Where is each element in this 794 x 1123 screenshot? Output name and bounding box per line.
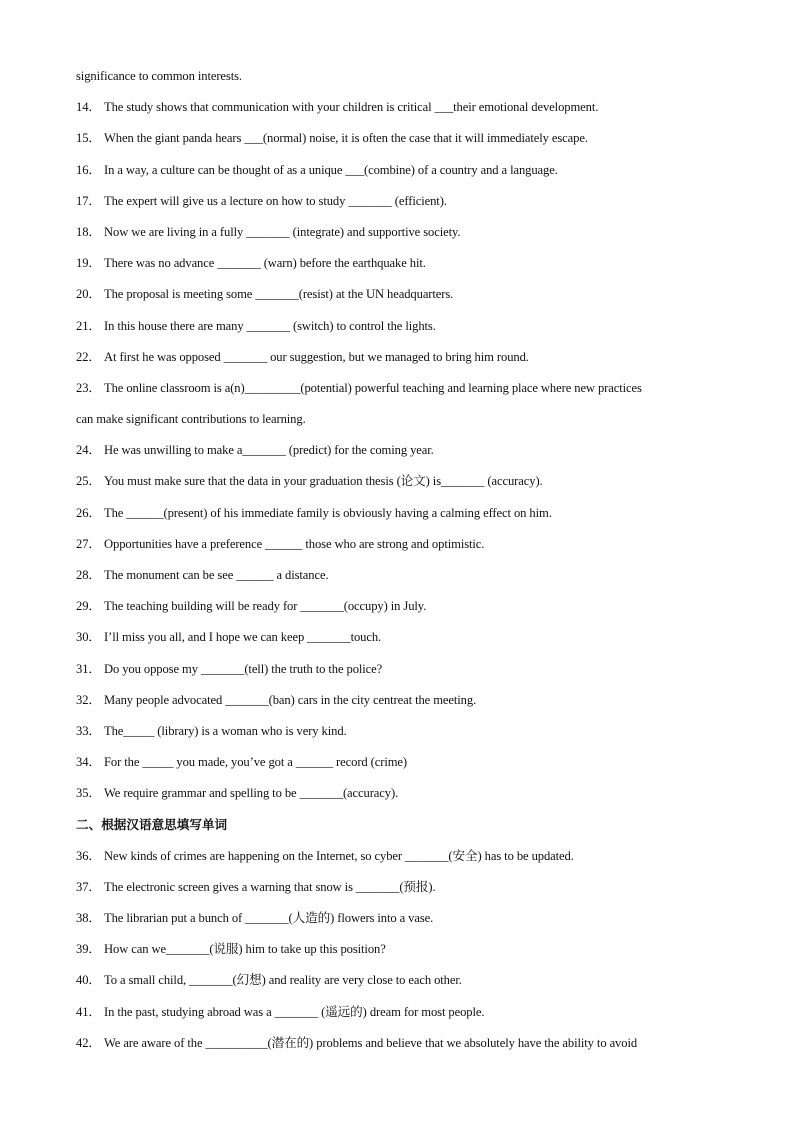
question-37: 37． The electronic screen gives a warning that snow is _______(预报). xyxy=(76,879,436,894)
question-34: 34． For the _____ you made, you’ve got a ______ record (crime) xyxy=(76,755,408,770)
question-39: 39． How can we_______(说服) him to take up this position? xyxy=(76,942,386,957)
question-24: 24． He was unwilling to make a_______ (predict) for the coming year. xyxy=(76,443,434,458)
question-41: 41． In the past, studying abroad was a _______ (遥远的) dream for most people. xyxy=(76,1004,485,1019)
question-26: 26． The ______(present) of his immediate family is obviously having a calming effect on him. xyxy=(76,505,552,520)
continuation-line: significance to common interests. xyxy=(76,69,242,83)
question-22: 22． At first he was opposed _______ our suggestion, but we managed to bring him round. xyxy=(76,349,529,364)
question-19: 19． There was no advance _______ (warn) before the earthquake hit. xyxy=(76,256,426,271)
question-38: 38． The librarian put a bunch of _______(人造的) flowers into a vase. xyxy=(76,911,434,926)
question-23: 23． The online classroom is a(n)_________(potential) powerful teaching and learning place where new practices xyxy=(76,380,642,395)
question-25: 25． You must make sure that the data in your graduation thesis (论文) is_______ (accuracy). xyxy=(76,474,543,489)
question-32: 32． Many people advocated _______(ban) cars in the city centreat the meeting. xyxy=(76,692,477,707)
question-20: 20． The proposal is meeting some _______(resist) at the UN headquarters. xyxy=(76,287,454,302)
question-list xyxy=(76,63,716,1061)
question-31: 31． Do you oppose my _______(tell) the truth to the police? xyxy=(76,661,383,676)
question-42: 42． We are aware of the __________(潜在的) problems and believe that we absolutely have the ability to avoid xyxy=(76,1035,638,1050)
question-40: 40． To a small child, _______(幻想) and reality are very close to each other. xyxy=(76,973,462,988)
question-29: 29． The teaching building will be ready for _______(occupy) in July. xyxy=(76,599,427,614)
question-21: 21． In this house there are many _______ (switch) to control the lights. xyxy=(76,318,436,333)
question-14: 14． The study shows that communication with your children is critical ___their emotional development. xyxy=(76,100,599,115)
section-heading: 二、根据汉语意思填写单词 xyxy=(76,816,228,832)
question-27: 27． Opportunities have a preference ______ those who are strong and optimistic. xyxy=(76,536,485,551)
question-30: 30． I’ll miss you all, and I hope we can keep _______touch. xyxy=(76,630,382,645)
question-15: 15． When the giant panda hears ___(normal) noise, it is often the case that it will immediately escape. xyxy=(76,131,588,146)
question-17: 17． The expert will give us a lecture on how to study _______ (efficient). xyxy=(76,193,447,208)
question-35: 35． We require grammar and spelling to be _______(accuracy). xyxy=(76,786,399,801)
question-28: 28． The monument can be see ______ a distance. xyxy=(76,568,329,582)
question-36: 36． New kinds of crimes are happening on the Internet, so cyber _______(安全) has to be updated. xyxy=(76,848,574,863)
question-33: 33． The_____ (library) is a woman who is very kind. xyxy=(76,723,347,738)
question-18: 18． Now we are living in a fully _______ (integrate) and supportive society. xyxy=(76,224,461,239)
question-23-continuation: can make significant contributions to learning. xyxy=(76,412,306,427)
question-16: 16． In a way, a culture can be thought of as a unique ___(combine) of a country and a language. xyxy=(76,162,558,177)
